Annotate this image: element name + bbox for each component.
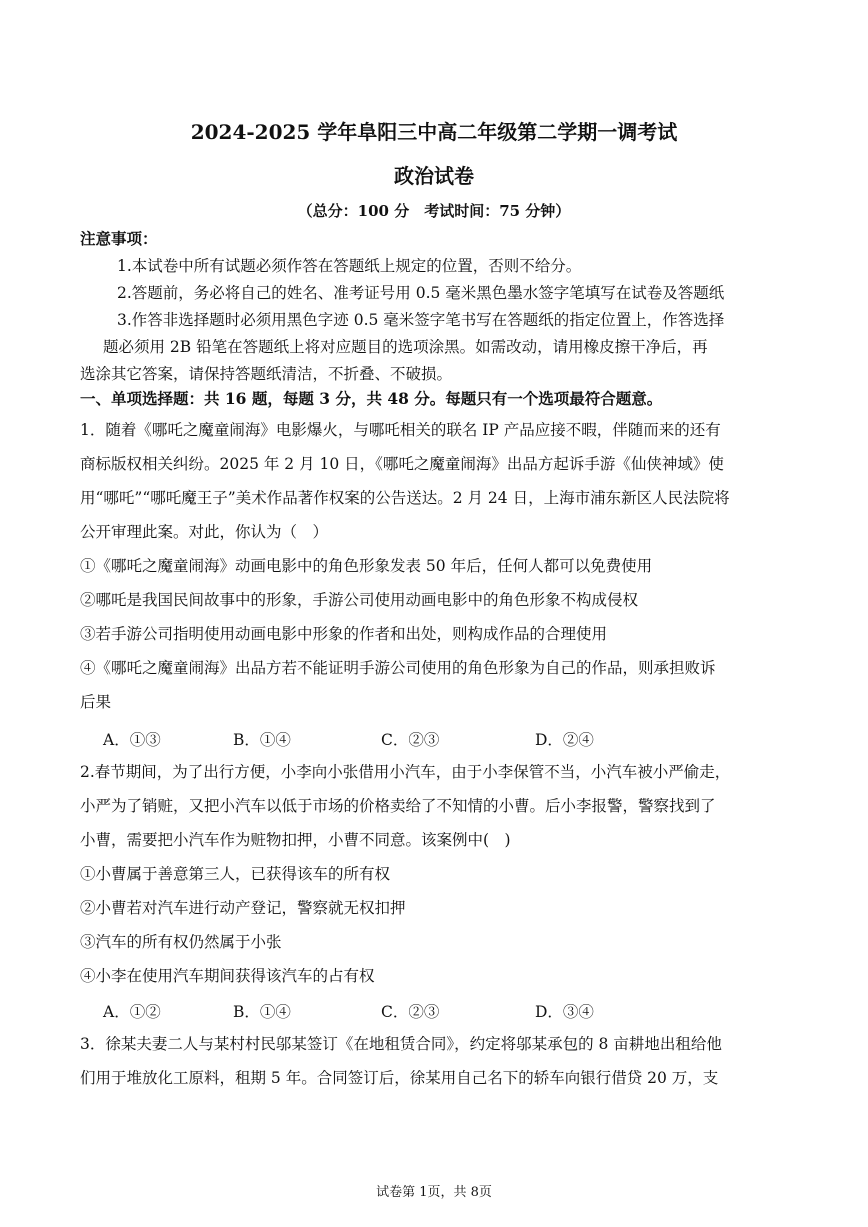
notice-line: 选涂其它答案，请保持答题纸清洁，不折叠、不破损。: [80, 365, 453, 383]
notice-line: 题必须用 2B 铅笔在答题纸上将对应题目的选项涂黑。如需改动，请用橡皮擦干净后，再: [103, 338, 708, 356]
question-stem-line: 小曹，需要把小汽车作为赃物扣押，小曹不同意。该案例中( ): [80, 831, 511, 849]
question-item: 后果: [80, 693, 112, 711]
section-heading: 一、单项选择题：共 16 题，每题 3 分，共 48 分。每题只有一个选项最符合题意。: [80, 389, 663, 408]
page-footer: 试卷第 1页，共 8页: [376, 1185, 492, 1200]
question-stem-line: 用“哪吒”“哪吒魔王子”美术作品著作权案的公告送达。2 月 24 日，上海市浦东新区人民法院将: [80, 489, 730, 507]
option-a: A．①②: [103, 1003, 161, 1021]
subject-title: 政治试卷: [394, 164, 474, 188]
question-stem-line: 2.春节期间，为了出行方便，小李向小张借用小汽车，由于小李保管不当，小汽车被小严偷走，: [80, 763, 731, 781]
notice-line: 1.本试卷中所有试题必须作答在答题纸上规定的位置，否则不给分。: [117, 257, 582, 275]
question-item: ④《哪吒之魔童闹海》出品方若不能证明手游公司使用的角色形象为自己的作品，则承担败诉: [80, 659, 716, 677]
question-item: ①小曹属于善意第三人，已获得该车的所有权: [80, 865, 391, 883]
option-b: B．①④: [233, 731, 291, 749]
option-b: B．①④: [233, 1003, 291, 1021]
notice-heading: 注意事项：: [80, 229, 158, 248]
option-d: D．②④: [535, 731, 594, 749]
exam-meta: （总分：100 分 考试时间：75 分钟）: [297, 202, 571, 220]
option-c: C．②③: [381, 731, 440, 749]
question-stem-line: 公开审理此案。对此，你认为（ ）: [80, 523, 329, 541]
q1-options: [103, 728, 743, 750]
question-item: ①《哪吒之魔童闹海》动画电影中的角色形象发表 50 年后，任何人都可以免费使用: [80, 557, 653, 575]
option-d: D．③④: [535, 1003, 594, 1021]
question-item: ②小曹若对汽车进行动产登记，警察就无权扣押: [80, 899, 406, 917]
notice-line: 3.作答非选择题时必须用黑色字迹 0.5 毫米签字笔书写在答题纸的指定位置上，作答选择: [117, 311, 725, 329]
question-item: ②哪吒是我国民间故事中的形象，手游公司使用动画电影中的角色形象不构成侵权: [80, 591, 639, 609]
question-stem-line: 3．徐某夫妻二人与某村村民邬某签订《在地租赁合同》，约定将邬某承包的 8 亩耕地出租给他: [80, 1035, 722, 1053]
question-item: ③汽车的所有权仍然属于小张: [80, 933, 282, 951]
notice-line: 2.答题前，务必将自己的姓名、准考证号用 0.5 毫米黑色墨水签字笔填写在试卷及答题纸: [117, 284, 725, 302]
option-a: A．①③: [103, 731, 161, 749]
question-stem-line: 商标版权相关纠纷。2025 年 2 月 10 日，《哪吒之魔童闹海》出品方起诉手游《仙侠神域》使: [80, 455, 724, 473]
exam-title: 2024-2025 学年阜阳三中高二年级第二学期一调考试: [190, 120, 678, 144]
question-stem-line: 小严为了销赃，又把小汽车以低于市场的价格卖给了不知情的小曹。后小李报警，警察找到了: [80, 797, 716, 815]
question-item: ④小李在使用汽车期间获得该汽车的占有权: [80, 967, 375, 985]
question-stem-line: 们用于堆放化工原料，租期 5 年。合同签订后，徐某用自己名下的轿车向银行借贷 20 万，支: [80, 1069, 719, 1087]
q2-options: [103, 1000, 743, 1022]
question-item: ③若手游公司指明使用动画电影中形象的作者和出处，则构成作品的合理使用: [80, 625, 608, 643]
option-c: C．②③: [381, 1003, 440, 1021]
question-stem-line: 1．随着《哪吒之魔童闹海》电影爆火，与哪吒相关的联名 IP 产品应接不暇，伴随而来的还有: [80, 421, 721, 439]
